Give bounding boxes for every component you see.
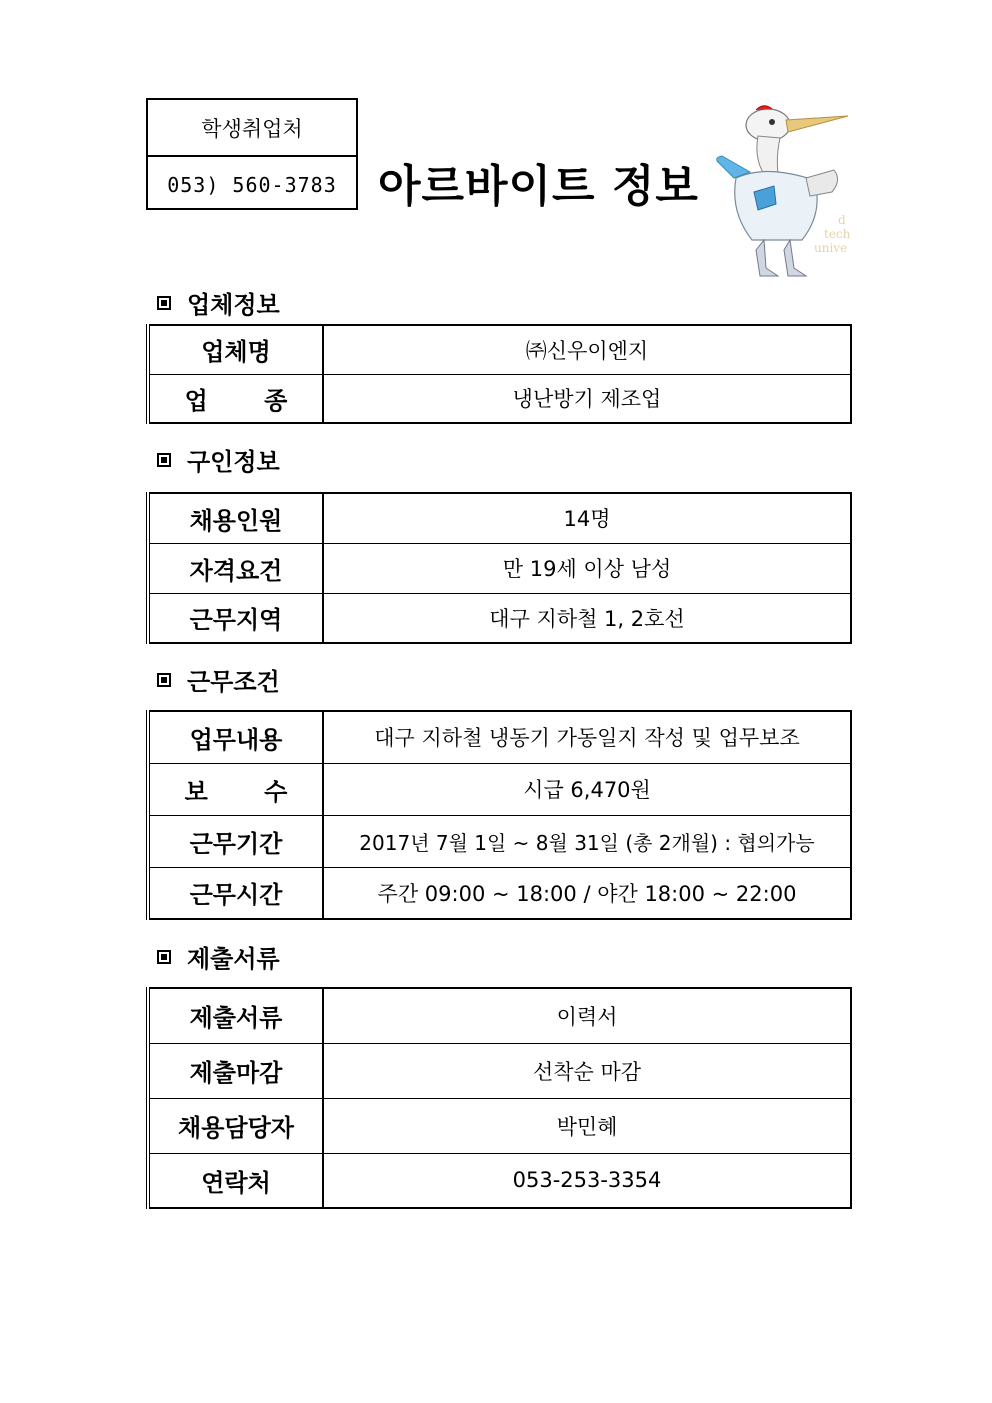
row-value: 만 19세 이상 남성 [323,543,851,593]
section-title-text: 구인정보 [187,448,280,476]
company-info-table [146,324,852,424]
row-value: 대구 지하철 냉동기 가동일지 작성 및 업무보조 [323,711,851,763]
row-value: 박민혜 [323,1098,851,1153]
row-label: 업체명 [148,325,323,374]
row-label: 근무기간 [148,815,323,867]
row-label: 제출마감 [148,1043,323,1098]
table-row [148,493,851,543]
row-label: 근무시간 [148,867,323,919]
mascot-watermark-1: d [838,213,846,227]
documents-info-table [146,987,852,1209]
row-value: 선착순 마감 [323,1043,851,1098]
square-bullet-icon [157,950,171,964]
row-label: 보 수 [148,763,323,815]
row-value: 대구 지하철 1, 2호선 [323,593,851,643]
section-title-company [157,285,280,320]
header-box-phone: 053) 560-3783 [167,172,337,197]
row-value: ㈜신우이엔지 [323,325,851,374]
section-title-conditions [157,662,280,697]
section-title-recruit [157,442,280,477]
section-title-text: 제출서류 [187,945,280,973]
row-value: 053-253-3354 [323,1153,851,1208]
row-label: 제출서류 [148,988,323,1043]
row-label: 채용인원 [148,493,323,543]
row-label: 채용담당자 [148,1098,323,1153]
row-value: 14명 [323,493,851,543]
header-box-label: 학생취업처 [148,100,356,157]
row-label: 자격요건 [148,543,323,593]
square-bullet-icon [157,453,171,467]
table-row [148,325,851,374]
row-label: 업 종 [148,374,323,423]
table-row [148,374,851,423]
mascot-watermark-2: tech [824,227,851,241]
header-contact-box [146,98,358,210]
table-row [148,815,851,867]
table-row [148,711,851,763]
table-row [148,543,851,593]
section-title-text: 근무조건 [187,668,280,696]
table-row [148,1153,851,1208]
square-bullet-icon [157,673,171,687]
square-bullet-icon [157,296,171,310]
row-label: 업무내용 [148,711,323,763]
bird-mascot-icon [706,100,856,290]
row-label: 근무지역 [148,593,323,643]
row-value: 이력서 [323,988,851,1043]
table-row [148,867,851,919]
page-title: 아르바이트 정보 [378,161,699,212]
section-title-documents [157,939,280,974]
mascot-watermark-3: unive [814,241,848,255]
table-row [148,1098,851,1153]
conditions-info-table [146,710,852,920]
row-value: 시급 6,470원 [323,763,851,815]
table-row [148,763,851,815]
table-row [148,988,851,1043]
row-value: 주간 09:00 ~ 18:00 / 야간 18:00 ~ 22:00 [323,867,851,919]
row-value: 냉난방기 제조업 [323,374,851,423]
table-row [148,593,851,643]
row-label: 연락처 [148,1153,323,1208]
recruit-info-table [146,492,852,644]
section-title-text: 업체정보 [187,291,280,319]
table-row [148,1043,851,1098]
row-value: 2017년 7월 1일 ~ 8월 31일 (총 2개월) : 협의가능 [323,815,851,867]
